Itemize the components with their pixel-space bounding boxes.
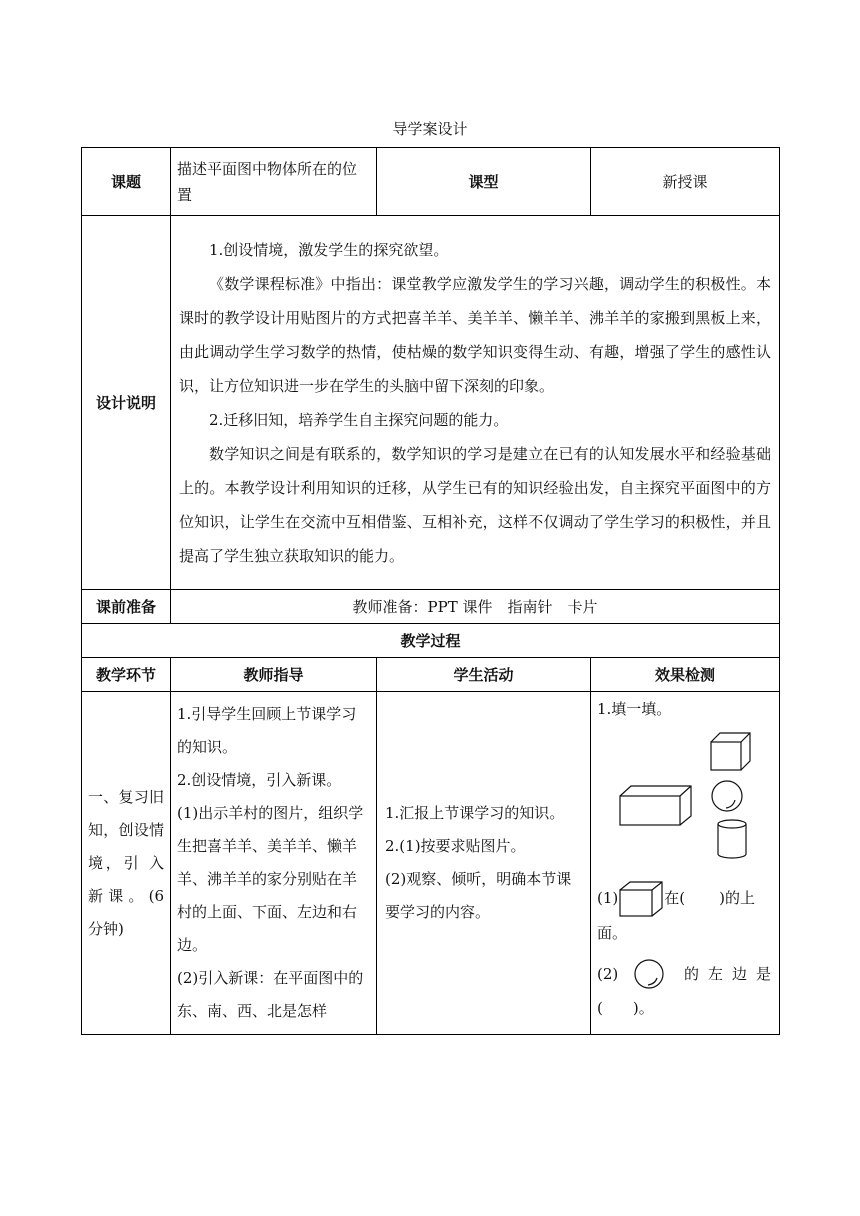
process-columns-row — [82, 658, 780, 692]
question-2 — [597, 958, 771, 1024]
cylinder-icon — [718, 820, 746, 858]
student-step-1: 1.汇报上节课学习的知识。 — [385, 804, 565, 822]
process-row — [82, 692, 780, 1035]
design-paragraph-2: 《数学课程标准》中指出：课堂教学应激发学生的学习兴趣，调动学生的积极性。本课时的教学设计用贴图片的方式把喜羊羊、美羊羊、懒羊羊、沸羊羊的家搬到黑板上来，由此调动学生学习数学的热情，使枯燥的数学知识变得生动、有趣，增强了学生的感性认识，让方位知识进一步在学生的头脑中留下深刻的印象。 — [179, 274, 771, 395]
type-value: 新授课 — [591, 148, 780, 216]
header-row — [82, 148, 780, 216]
student-step-3: (2)观察、倾听，明确本节课要学习的内容。 — [385, 870, 572, 921]
sphere-icon — [631, 958, 671, 992]
prep-label: 课前准备 — [82, 590, 171, 624]
design-paragraph-4: 数学知识之间是有联系的，数学知识的学习是建立在已有的认知发展水平和经验基础上的。本教学设计利用知识的迁移，从学生已有的知识经验出发，自主探究平面图中的方位知识，让学生在交流中互相借鉴、互相补充，这样不仅调动了学生学习的积极性，并且提高了学生独立获取知识的能力。 — [179, 444, 771, 565]
check-intro: 1.填一填。 — [597, 700, 672, 718]
q1-suffix: )的上面。 — [597, 889, 755, 942]
cube-icon — [618, 880, 664, 918]
column-stage: 教学环节 — [82, 658, 171, 692]
teacher-step-4: (2)引入新课：在平面图中的东、南、西、北是怎样 — [177, 969, 364, 1020]
process-title-row — [82, 624, 780, 658]
cuboid-icon — [620, 786, 691, 825]
student-step-2: 2.(1)按要求贴图片。 — [385, 837, 526, 855]
design-content — [171, 216, 780, 590]
student-cell — [377, 692, 591, 1035]
teacher-cell — [171, 692, 377, 1035]
type-label: 课型 — [377, 148, 591, 216]
design-paragraph-3: 2.迁移旧知，培养学生自主探究问题的能力。 — [209, 410, 509, 429]
q2-suffix: 的 左 边 是 ( )。 — [597, 965, 771, 1017]
q1-prefix: (1) — [597, 889, 619, 907]
design-paragraph-1: 1.创设情境，激发学生的探究欲望。 — [209, 240, 449, 259]
sphere-icon — [712, 781, 742, 811]
topic-label: 课题 — [82, 148, 171, 216]
topic-value: 描述平面图中物体所在的位置 — [171, 148, 377, 216]
page-title: 导学案设计 — [392, 120, 468, 138]
prep-row — [82, 590, 780, 624]
shapes-illustration — [597, 728, 772, 868]
cube-icon — [711, 733, 750, 770]
stage-cell: 一、复习旧知，创设情境，引 入 新课。(6 分钟) — [82, 692, 171, 1035]
lesson-plan-table — [81, 147, 780, 1035]
column-check: 效果检测 — [591, 658, 780, 692]
column-student: 学生活动 — [377, 658, 591, 692]
teacher-step-1: 1.引导学生回顾上节课学习的知识。 — [177, 705, 357, 756]
teacher-step-2: 2.创设情境，引入新课。 — [177, 771, 342, 789]
design-label: 设计说明 — [82, 216, 171, 590]
prep-value: 教师准备：PPT 课件 指南针 卡片 — [171, 590, 780, 624]
q1-mid: 在( — [664, 889, 686, 907]
check-cell — [591, 692, 780, 1035]
column-teacher: 教师指导 — [171, 658, 377, 692]
process-title: 教学过程 — [82, 624, 780, 658]
design-row — [82, 216, 780, 590]
question-1 — [597, 880, 771, 948]
teacher-step-3: (1)出示羊村的图片，组织学生把喜羊羊、美羊羊、懒羊羊、沸羊羊的家分别贴在羊村的上面、下面、左边和右边。 — [177, 804, 364, 954]
q2-prefix: (2) — [597, 965, 619, 983]
